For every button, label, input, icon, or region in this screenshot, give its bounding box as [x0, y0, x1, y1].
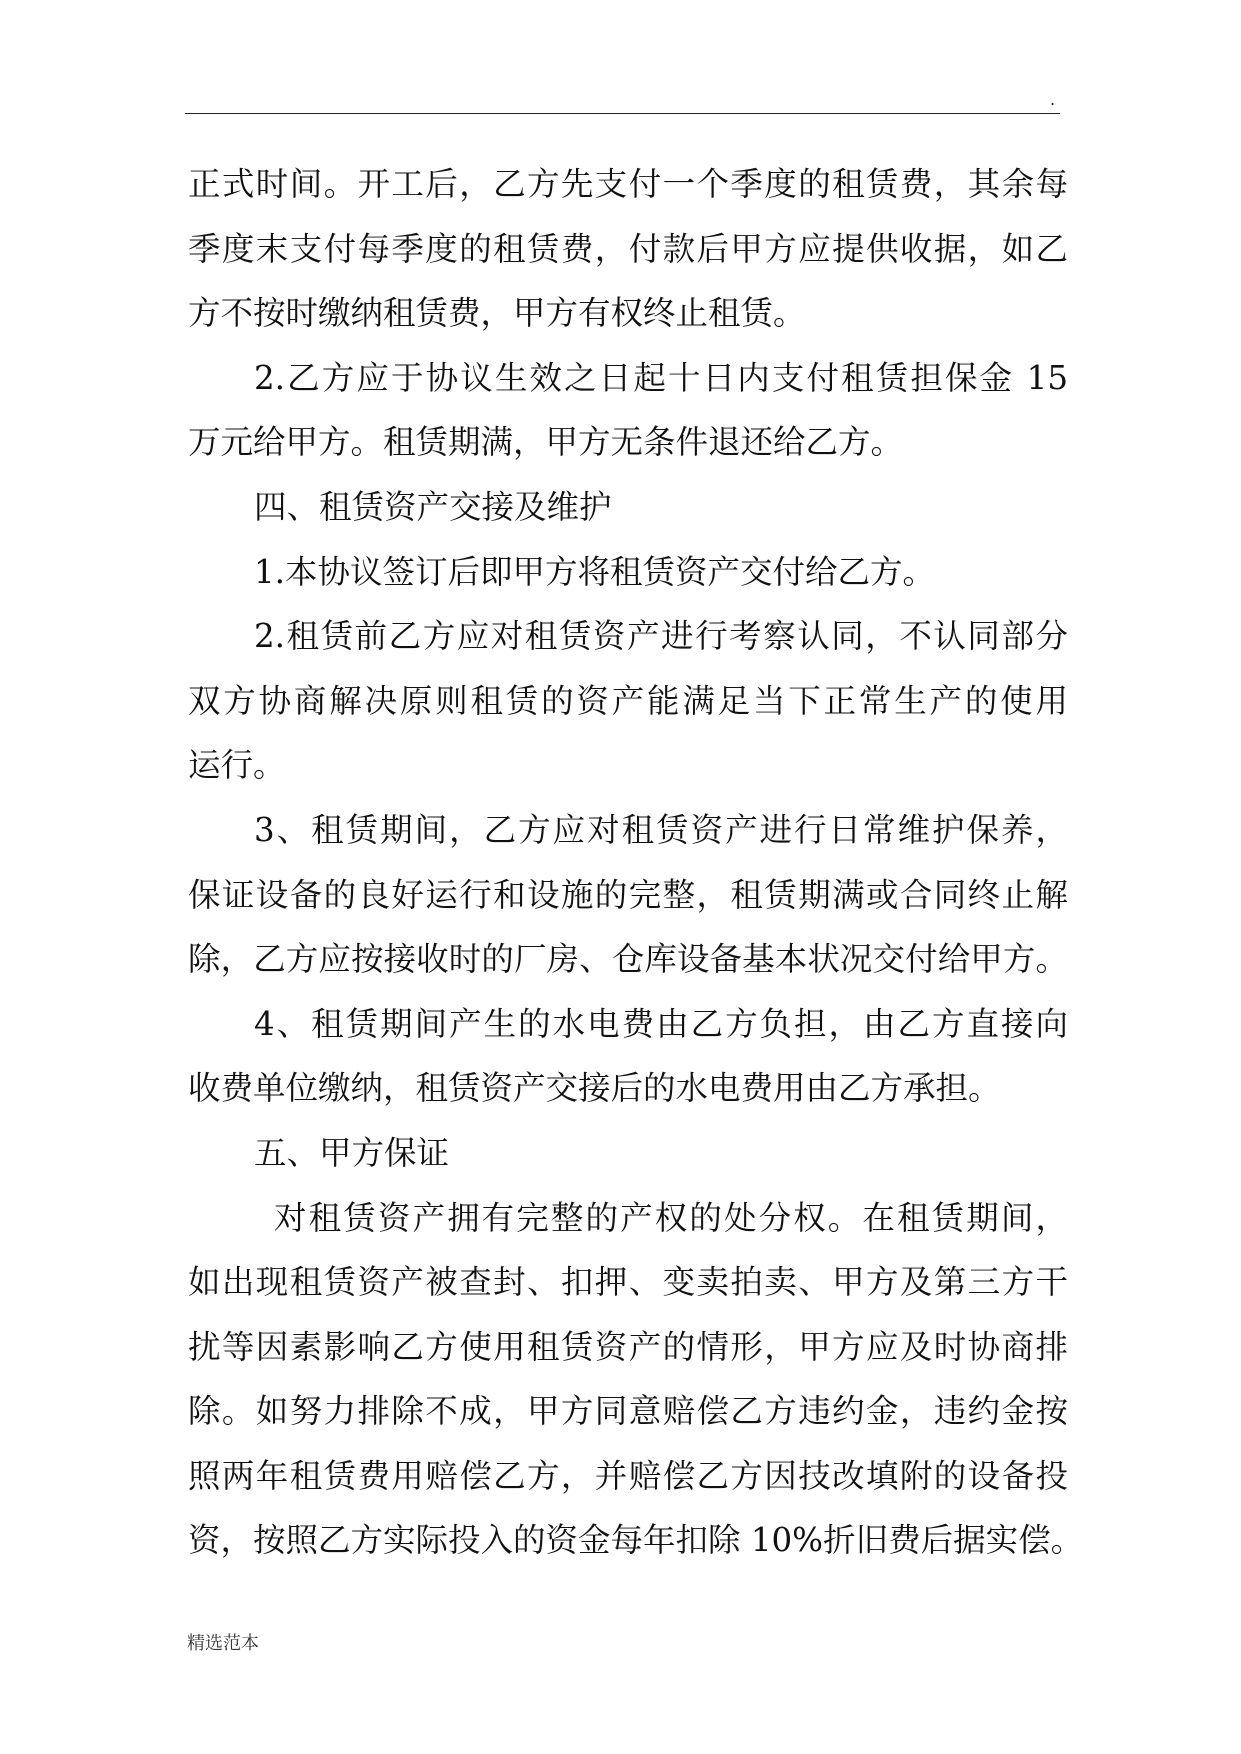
text-line: 万元给甲方。租赁期满，甲方无条件退还给乙方。: [188, 423, 904, 462]
text-line: 方不按时缴纳租赁费，甲方有权终止租赁。: [188, 294, 806, 333]
text-line: 1.本协议签订后即甲方将租赁资产交付给乙方。: [254, 552, 936, 591]
document-body: [188, 152, 1084, 1573]
text-line: 2.乙方应于协议生效之日起十日内支付租赁担保金 15: [254, 358, 1068, 397]
text-line: 对租赁资产拥有完整的产权的处分权。在租赁期间，: [274, 1198, 1068, 1237]
text-line: 双方协商解决原则租赁的资产能满足当下正常生产的使用: [188, 681, 1068, 720]
text-line: 2.租赁前乙方应对租赁资产进行考察认同，不认同部分: [254, 617, 1068, 656]
text-line: 照两年租赁费用赔偿乙方，并赔偿乙方因技改填附的设备投: [188, 1456, 1068, 1495]
text-line: 扰等因素影响乙方使用租赁资产的情形，甲方应及时协商排: [188, 1327, 1068, 1366]
text-line: 正式时间。开工后，乙方先支付一个季度的租赁费，其余每: [188, 165, 1068, 203]
header-rule: [185, 113, 1060, 114]
text-line: 四、租赁资产交接及维护: [254, 487, 612, 526]
text-line: 季度末支付每季度的租赁费，付款后甲方应提供收据，如乙: [188, 229, 1068, 268]
text-line: 4、租赁期间产生的水电费由乙方负担，由乙方直接向: [254, 1004, 1068, 1043]
page-footer: 精选范本: [187, 1633, 259, 1654]
text-line: 除。如努力排除不成，甲方同意赔偿乙方违约金，违约金按: [188, 1392, 1068, 1431]
text-line: 保证设备的良好运行和设施的完整，租赁期满或合同终止解: [188, 875, 1068, 914]
header-mark: .: [1050, 90, 1056, 109]
text-line: 资，按照乙方实际投入的资金每年扣除 10%折旧费后据实偿。: [188, 1521, 1084, 1560]
text-line: 五、甲方保证: [254, 1133, 450, 1172]
text-line: 除，乙方应按接收时的厂房、仓库设备基本状况交付给甲方。: [188, 940, 1068, 979]
text-line: 如出现租赁资产被查封、扣押、变卖拍卖、甲方及第三方干: [188, 1263, 1068, 1302]
text-line: 3、租赁期间，乙方应对租赁资产进行日常维护保养，: [254, 810, 1068, 849]
text-line: 运行。: [188, 746, 286, 785]
text-line: 收费单位缴纳，租赁资产交接后的水电费用由乙方承担。: [188, 1069, 1001, 1108]
